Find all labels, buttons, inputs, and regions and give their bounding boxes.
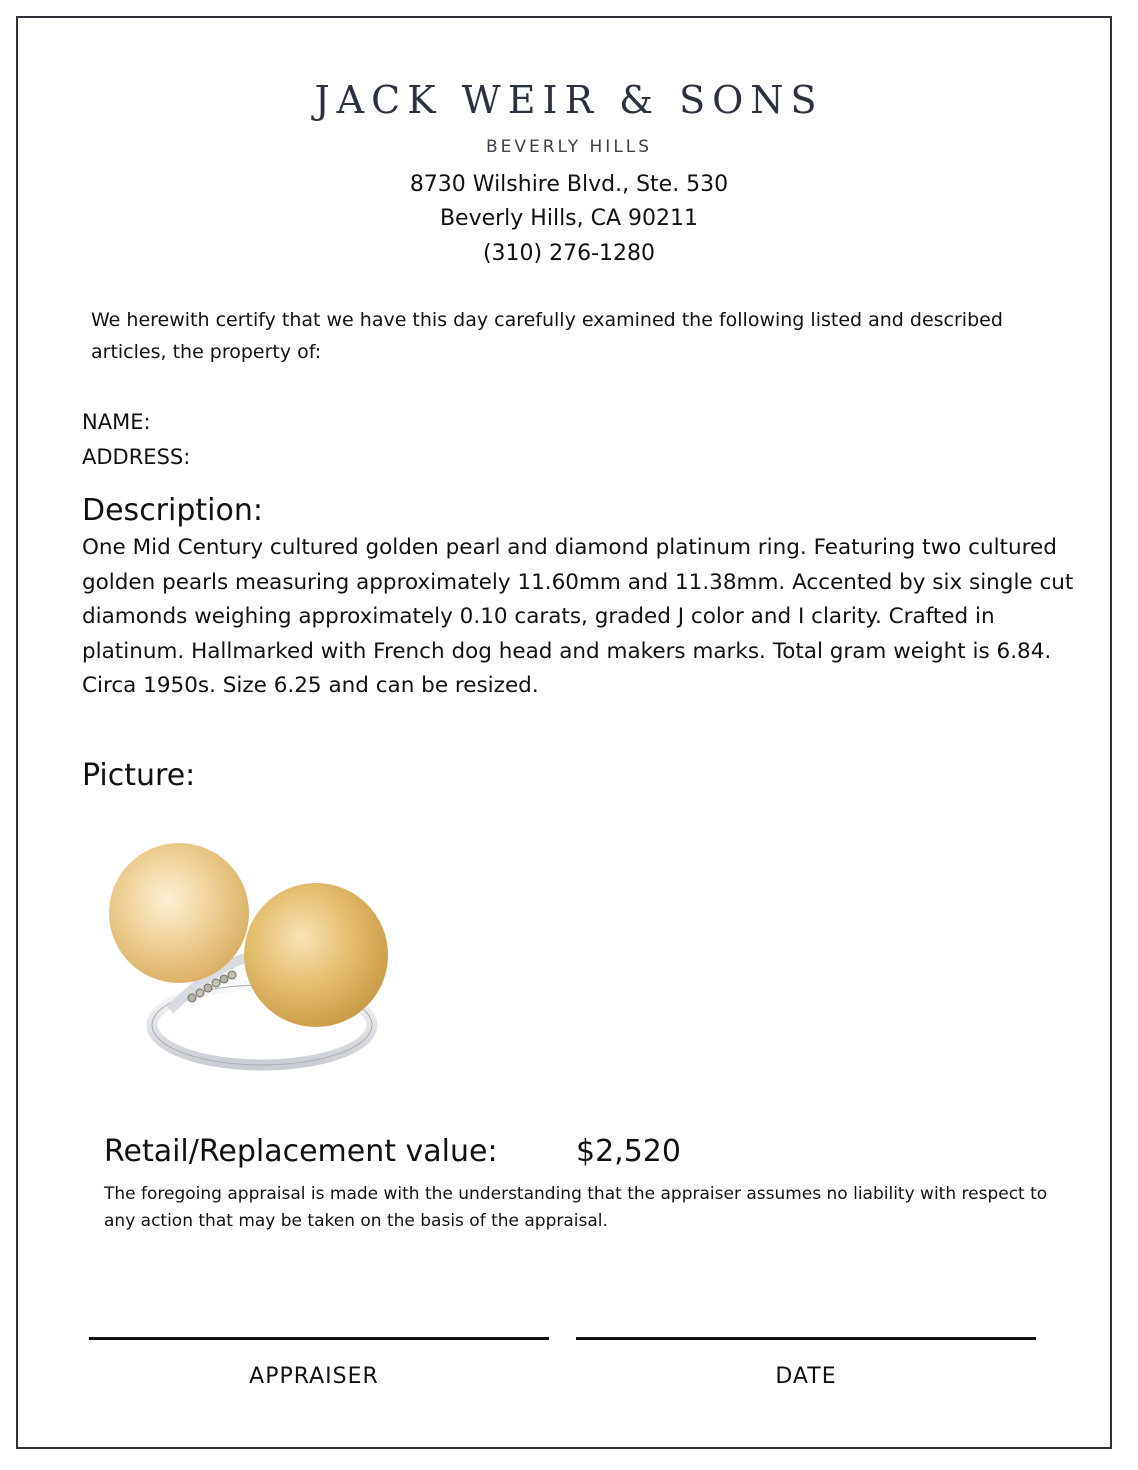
golden-pearl-right	[244, 883, 388, 1027]
address-city: Beverly Hills, CA 90211	[439, 206, 699, 231]
disclaimer-text: The foregoing appraisal is made with the understanding that the appraiser assumes no liability with respect to any action that may be taken on the basis of the appraisal.	[104, 1184, 1048, 1231]
pearl-ring-photo	[100, 830, 400, 1080]
description-text: One Mid Century cultured golden pearl and diamond platinum ring. Featuring two cultured golden pearls measuring approximately 11.60mm and 11.38mm. Accented by six single cut diamonds weighing approximately 0.10 carats, graded J color and I clarity. Crafted in platinum. Hallmarked with French dog head and makers marks. Total gram weight is 6.84. Circa 1950s. Size 6.25 and can be resized.	[82, 535, 1074, 698]
description-heading: Description:	[82, 493, 263, 528]
golden-pearl-left	[109, 843, 249, 983]
brand-location: BEVERLY HILLS	[485, 137, 653, 157]
phone-number: (310) 276-1280	[482, 241, 656, 266]
date-signature-line	[576, 1337, 1036, 1340]
address-street: 8730 Wilshire Blvd., Ste. 530	[409, 172, 729, 197]
valuation-label: Retail/Replacement value:	[104, 1134, 498, 1169]
appraiser-label: APPRAISER	[249, 1364, 379, 1389]
certification-statement: We herewith certify that we have this day carefully examined the following listed and described articles, the property of:	[91, 309, 1003, 363]
brand-name: JACK WEIR & SONS	[314, 78, 824, 122]
appraiser-signature-line	[89, 1337, 549, 1340]
date-label: DATE	[775, 1364, 837, 1389]
address-label: ADDRESS:	[82, 445, 191, 469]
valuation-amount: $2,520	[576, 1134, 681, 1169]
name-label: NAME:	[82, 410, 151, 434]
picture-heading: Picture:	[82, 758, 196, 793]
